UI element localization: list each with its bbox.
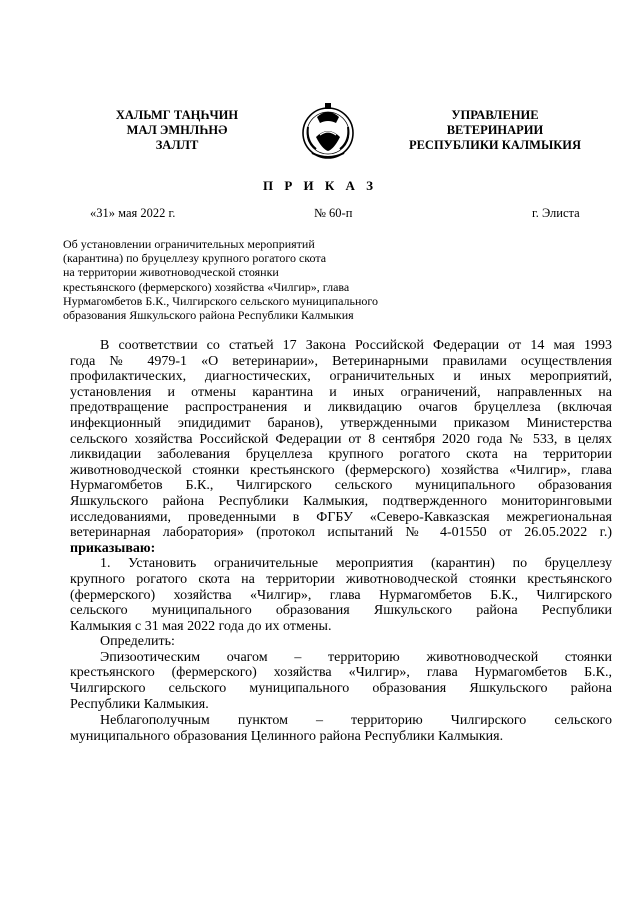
document-number: № 60-п	[314, 206, 353, 220]
subject-line: на территории животноводческой стоянки	[63, 265, 279, 280]
body-line: предотвращение распространения и ликвидацию очагов бруцеллеза (включая	[70, 400, 612, 416]
document-title: П Р И К А З	[262, 178, 378, 193]
body-line: В соответствии со статьей 17 Закона Российской Федерации от 14 мая 1993	[100, 338, 612, 353]
body-line: ликвидации заболевания бруцеллеза крупного рогатого скота на территории	[70, 447, 612, 463]
body-line: года № 4979-1 «О ветеринарии», Ветеринарными правилами осуществления	[70, 353, 612, 369]
subject-line: крестьянского (фермерского) хозяйства «Чилгир», глава	[63, 279, 350, 294]
item-1-line: 1. Установить ограничительные мероприятия (карантин) по бруцеллезу	[100, 556, 612, 572]
body-line: установления и отмены карантина и иных ограничений, направленных на	[70, 384, 612, 400]
body-line: животноводческой стоянки крестьянского (фермерского) хозяйства «Чилгир», глава	[70, 462, 612, 478]
header-russian	[395, 108, 595, 153]
focus-line: Чилгирского сельского муниципального образования Яшкульского района	[70, 681, 612, 697]
header-right-line-2: ВЕТЕРИНАРИИ	[446, 123, 544, 137]
item-1-line: сельского муниципального образования Яшкульского района Республики	[70, 603, 612, 619]
document-date: «31» мая 2022 г.	[90, 206, 176, 220]
header-right-line-3: РЕСПУБЛИКИ КАЛМЫКИЯ	[408, 138, 582, 152]
document-subject	[63, 237, 393, 322]
focus-line: Эпизоотическим очагом – территорию животноводческой стоянки	[100, 649, 612, 665]
body-line: сельского хозяйства Российской Федерации от 8 сентября 2020 года № 533, в целях	[70, 431, 612, 447]
body-line: Нурмагомбетов Б.К., Чилгирского сельского муниципального образования	[70, 478, 612, 494]
coat-of-arms-icon	[298, 97, 358, 163]
item-1-line: Калмыкия с 31 мая 2022 года до их отмены.	[70, 618, 332, 634]
point-line: Неблагополучным пунктом – территорию Чилгирского сельского	[100, 713, 612, 729]
focus-line: крестьянского (фермерского) хозяйства «Чилгир», глава Нурмагомбетов Б.К.,	[70, 665, 612, 681]
header-left-line-2: МАЛ ЭМНЛҺНӘ	[126, 123, 228, 137]
header-right-line-1: УПРАВЛЕНИЕ	[451, 108, 539, 122]
body-line: профилактических, диагностических, ограничительных и иных мероприятий,	[70, 369, 612, 385]
subject-line: Нурмагомбетов Б.К., Чилгирского сельского муниципального	[63, 293, 379, 308]
subject-line: (карантина) по бруцеллезу крупного рогатого скота	[63, 251, 327, 266]
body-line: исследованиями, проведенными в ФГБУ «Северо-Кавказская межрегиональная	[70, 509, 612, 525]
subject-line: Об установлении ограничительных мероприятий	[63, 237, 315, 251]
header-kalmyk	[82, 108, 272, 153]
subject-line: образования Яшкульского района Республики Калмыкия	[63, 308, 354, 323]
item-1-line: крупного рогатого скота на территории животноводческой стоянки крестьянского	[70, 571, 612, 587]
order-word: приказываю:	[70, 540, 156, 556]
body-line: ветеринарная лаборатория» (протокол испытаний № 4-01550 от 26.05.2022 г.)	[70, 525, 612, 541]
body-line: Яшкульского района Республики Калмыкия, подтвержденного мониторинговыми	[70, 493, 612, 509]
item-1-line: (фермерского) хозяйства «Чилгир», глава Нурмагомбетов Б.К., Чилгирского	[70, 587, 612, 603]
focus-line: Республики Калмыкия.	[70, 696, 209, 712]
document-body	[70, 338, 612, 744]
point-line: муниципального образования Целинного района Республики Калмыкия.	[70, 728, 504, 744]
document-city: г. Элиста	[532, 206, 580, 220]
define-label: Определить:	[100, 634, 175, 650]
header-left-line-1: ХАЛЬМГ ТАҢҺЧИН	[115, 108, 239, 122]
header-left-line-3: ЗАЛЛТ	[155, 138, 199, 152]
body-line: инфекционный эпидидимит баранов), утвержденными приказом Министерства	[70, 415, 612, 431]
